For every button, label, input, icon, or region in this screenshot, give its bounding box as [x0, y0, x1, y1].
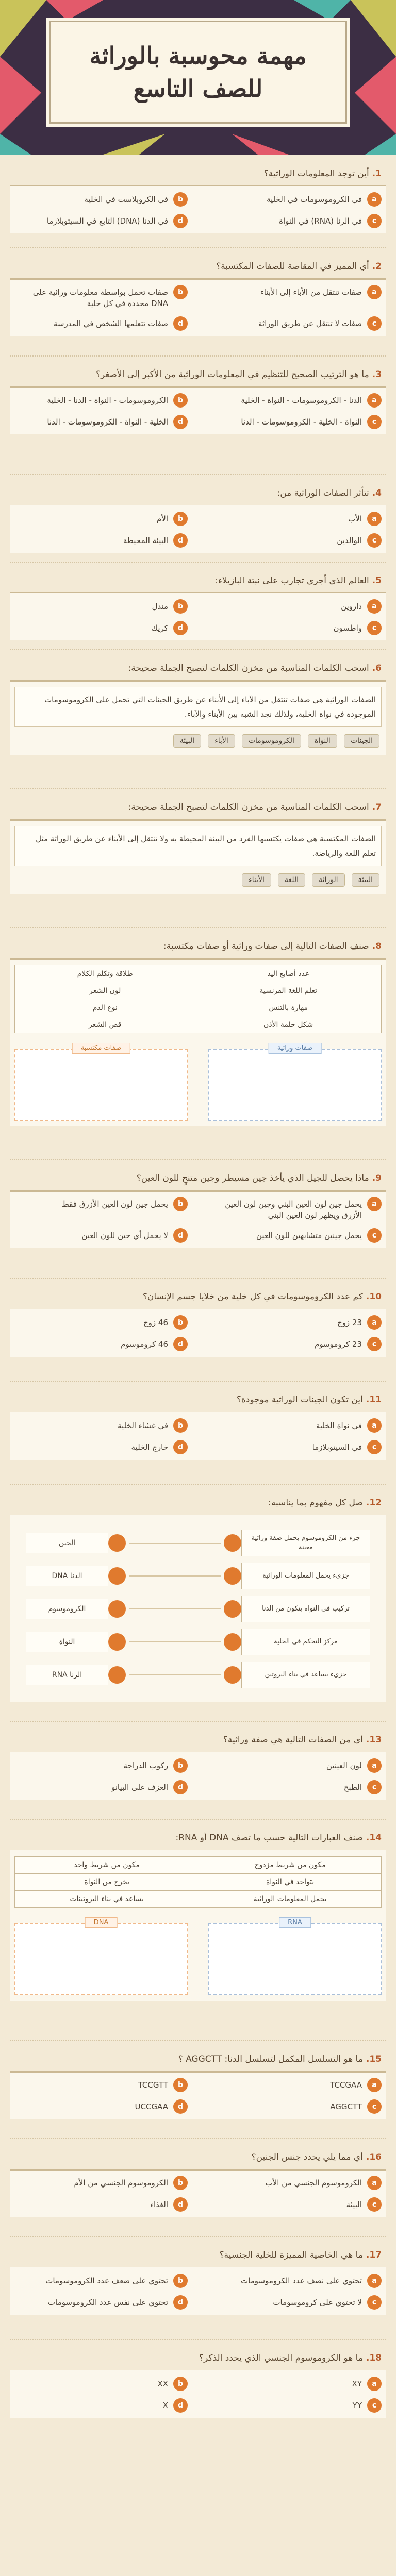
option-b[interactable]: b الكروموسومات - النواة - الدنا - الخلية — [14, 393, 188, 408]
option-c[interactable]: c لا تحتوي على كروموسومات — [208, 2295, 382, 2310]
option-c[interactable]: c الوالدين — [208, 533, 382, 548]
question-11: 11.أين تكون الجينات الوراثية موجودة؟ a في نواة الخلية b في غشاء الخلية c في السيتوبلازما d خارج الخلية — [10, 1391, 386, 1460]
question-text: أين تكون الجينات الوراثية موجودة؟ — [236, 1395, 363, 1405]
fill-sentence: الصفات المكتسبة هي صفات يكتسبها الفرد من البيئة المحيطة به ولا تنتقل إلى الأبناء عن طريق الوراثة مثل تعلم اللغة والرياضة. — [14, 826, 382, 866]
divider — [10, 649, 386, 650]
divider — [10, 355, 386, 357]
word-chip[interactable]: الوراثة — [312, 873, 344, 887]
question-4: 4.تتأثر الصفات الوراثية من: a الأب b الأم c الوالدين d البيئة المحيطة — [10, 484, 386, 553]
connector-dot[interactable] — [108, 1666, 126, 1684]
question-text: أين توجد المعلومات الوراثية؟ — [263, 168, 369, 179]
option-c[interactable]: c البيئة — [208, 2197, 382, 2212]
question-1 — [10, 165, 386, 233]
divider — [10, 2040, 386, 2041]
question-number: 1. — [372, 168, 382, 179]
option-a[interactable]: a صفات تنتقل من الأباء إلى الأبناء — [208, 285, 382, 309]
option-c[interactable]: c الطبخ — [208, 1780, 382, 1794]
question-text: صنف العبارات التالية حسب ما تصف DNA أو RNA: — [175, 1833, 363, 1843]
option-a[interactable]: a TCCGAA — [208, 2078, 382, 2092]
question-13: 13.أي من الصفات التالية هي صفة وراثية؟ a لون العينين b ركوب الدراجة c الطبخ d العزف على البيانو — [10, 1731, 386, 1800]
option-d[interactable]: d لا يحمل أي جين للون العين — [14, 1228, 188, 1243]
classify-table: عدد أصابع اليد طلاقة وتكلم الكلام تعلم اللغة الفرنسية لون الشعر مهارة بالتنس نوع الدم شكل حلمة الأذن قص الشعر — [14, 965, 382, 1033]
question-text: ماذا يحصل للجيل الذي يأخذ جين مسيطر وجين متنحٍ للون العين؟ — [136, 1173, 369, 1183]
classify-table: مكون من شريط مزدوج مكون من شريط واحد يتواجد في النواة يخرج من النواة يحمل المعلومات الوراثية يساعد في بناء البروتينات — [14, 1856, 382, 1908]
divider — [10, 2138, 386, 2139]
drop-zone-dna[interactable]: DNA — [14, 1923, 188, 1995]
option-c[interactable]: c واطسون — [208, 621, 382, 635]
header-banner — [0, 0, 396, 155]
option-d[interactable]: d العزف على البيانو — [14, 1780, 188, 1794]
option-b[interactable]: b الأم — [14, 512, 188, 526]
word-chip[interactable]: النواة — [308, 734, 337, 748]
word-bank — [14, 871, 382, 889]
option-b[interactable]: b مندل — [14, 599, 188, 614]
question-17: 17.ما هي الخاصية المميزة للخلية الجنسية؟ a تحتوي على نصف عدد الكروموسومات b تحتوي على ضعف عدد الكروموسومات c لا تحتوي على كروموسومات d تحتوي على نفس عدد الكروموسومات — [10, 2246, 386, 2315]
option-b[interactable]: b الكروموسوم الجنسي من الأم — [14, 2176, 188, 2190]
word-chip[interactable]: الكروموسومات — [242, 734, 301, 748]
question-text: ما هو الكروموسوم الجنسي الذي يحدد الذكر؟ — [199, 2353, 363, 2363]
option-a[interactable]: a يحمل جين لون العين البني وجين لون العين الأزرق ويظهر لون العين البني — [208, 1197, 382, 1221]
option-b[interactable]: b تحتوي على ضعف عدد الكروموسومات — [14, 2274, 188, 2288]
option-a[interactable]: a داروين — [208, 599, 382, 614]
question-9: 9.ماذا يحصل للجيل الذي يأخذ جين مسيطر وجين متنحٍ للون العين؟ a يحمل جين لون العين البني وجين لون العين الأزرق ويظهر لون العين البني b يحمل جين لون العين الأزرق فقط c يحمل جينين متشابهين للون العين d لا يحمل أي جين للون العين — [10, 1170, 386, 1248]
option-b[interactable]: b يحمل جين لون العين الأزرق فقط — [14, 1197, 188, 1221]
option-d[interactable]: d X — [14, 2398, 188, 2413]
connector-dot[interactable] — [224, 1633, 241, 1651]
option-a[interactable]: a XY — [208, 2377, 382, 2391]
option-a[interactable]: a في الكروموسومات في الخلية — [208, 192, 382, 207]
divider — [10, 788, 386, 789]
word-bank — [14, 732, 382, 750]
word-chip[interactable]: البيئة — [352, 873, 380, 887]
word-chip[interactable]: الجينات — [344, 734, 380, 748]
match-term[interactable]: الجين — [26, 1533, 108, 1553]
match-concept[interactable]: مركز التحكم في الخلية — [241, 1629, 370, 1655]
option-d[interactable]: d البيئة المحيطة — [14, 533, 188, 548]
drop-zone-acquired[interactable]: صفات مكتسبة — [14, 1049, 188, 1121]
option-c[interactable]: c YY — [208, 2398, 382, 2413]
match-term[interactable]: الكروموسوم — [26, 1599, 108, 1619]
question-text: ما هو التسلسل المكمل لتسلسل الدنا: AGGCTT ؟ — [178, 2054, 363, 2064]
connector-dot[interactable] — [108, 1567, 126, 1585]
option-a[interactable]: a 23 زوج — [208, 1315, 382, 1330]
connector-dot[interactable] — [224, 1534, 241, 1552]
question-text: اسحب الكلمات المناسبة من مخزن الكلمات لتصبح الجملة صحيحة: — [128, 663, 369, 673]
option-d[interactable]: d الغذاء — [14, 2197, 188, 2212]
option-d[interactable]: d كريك — [14, 621, 188, 635]
question-text: صل كل مفهوم بما يناسبه: — [268, 1498, 363, 1508]
option-a[interactable]: a الكروموسوم الجنسي من الأب — [208, 2176, 382, 2190]
option-c[interactable]: c صفات لا تنتقل عن طريق الوراثة — [208, 316, 382, 331]
drop-zone-rna[interactable]: RNA — [208, 1923, 382, 1995]
option-b[interactable]: b XX — [14, 2377, 188, 2391]
option-a[interactable]: a الدنا - الكروموسومات - النواة - الخلية — [208, 393, 382, 408]
word-chip[interactable]: الأبناء — [242, 873, 271, 887]
question-text: أي مما يلي يحدد جنس الجنين؟ — [251, 2152, 363, 2162]
option-d[interactable]: d خارج الخلية — [14, 1440, 188, 1454]
question-text: صنف الصفات التالية إلى صفات وراثية أو صفات مكتسبة: — [163, 941, 369, 952]
connector-dot[interactable] — [224, 1666, 241, 1684]
divider — [10, 1159, 386, 1160]
match-concept[interactable]: تركيب في النواة يتكون من الدنا — [241, 1596, 370, 1622]
question-text: أي المميز في المقاصة للصفات المكتسبة؟ — [216, 261, 369, 272]
match-term[interactable]: الرنا RNA — [26, 1665, 108, 1685]
question-2: 2.أي المميز في المقاصة للصفات المكتسبة؟ a صفات تنتقل من الأباء إلى الأبناء b صفات تحمل بواسطة معلومات وراثية على DNA محددة في كل خلية c صفات لا تنتقل عن طريق الوراثة d صفات تتعلمها الشخص في المدرسة — [10, 258, 386, 336]
option-b[interactable]: b صفات تحمل بواسطة معلومات وراثية على DNA محددة في كل خلية — [14, 285, 188, 309]
option-a[interactable]: a في نواة الخلية — [208, 1418, 382, 1433]
option-d[interactable]: d تحتوي على نفس عدد الكروموسومات — [14, 2295, 188, 2310]
option-c[interactable]: c يحمل جينين متشابهين للون العين — [208, 1228, 382, 1243]
word-chip[interactable]: الأباء — [208, 734, 235, 748]
divider — [10, 562, 386, 563]
match-concept[interactable]: جزء من الكروموسوم يحمل صفة وراثية معينة — [241, 1530, 370, 1556]
option-c[interactable]: c في الرنا (RNA) في النواة — [208, 214, 382, 228]
connector-dot[interactable] — [108, 1534, 126, 1552]
word-chip[interactable]: البيئة — [173, 734, 201, 748]
question-18: 18.ما هو الكروموسوم الجنسي الذي يحدد الذكر؟ a XY b XX c YY d X — [10, 2349, 386, 2418]
question-3: 3.ما هو الترتيب الصحيح للتنظيم في المعلومات الوراثية من الأكبر إلى الأصغر؟ a الدنا - الكروموسومات - النواة - الخلية b الكروموسومات - النواة - الدنا - الخلية c النواة - الخلية - الكروموسومات - الدنا d الخلية - النواة - الكروموسومات - الدنا — [10, 366, 386, 434]
fill-sentence: الصفات الوراثية هي صفات تنتقل من الآباء إلى الأبناء عن طريق الجينات التي تحمل على الكروموسومات الموجودة في نواة الخلية، ولذلك نجد الشبه بين الأبناء والآباء. — [14, 687, 382, 727]
divider — [10, 1721, 386, 1722]
question-12: 12.صل كل مفهوم بما يناسبه: جزء من الكروموسوم يحمل صفة وراثية معينة الجين جزيء يحمل المعلومات الوراثية الدنا DNA تركيب في النواة يتكون من الدنا الكروموسوم مركز التحكم في الخلية النواة جزيء يساعد في بناء البروتين الرنا RNA — [10, 1494, 386, 1702]
divider — [10, 1278, 386, 1279]
question-6: 6.اسحب الكلمات المناسبة من مخزن الكلمات لتصبح الجملة صحيحة: الصفات الوراثية هي صفات تنتقل من الآباء إلى الأبناء عن طريق الجينات التي تحمل على الكروموسومات الموجودة في نواة الخلية، ولذلك نجد الشبه بين الأبناء والآباء. الجينات النواة الكروموسومات الأباء البيئة — [10, 659, 386, 755]
option-c[interactable]: c AGGCTT — [208, 2099, 382, 2114]
question-text: أي من الصفات التالية هي صفة وراثية؟ — [223, 1735, 363, 1745]
connector-dot[interactable] — [224, 1600, 241, 1618]
divider — [10, 1381, 386, 1382]
option-c[interactable]: c في السيتوبلازما — [208, 1440, 382, 1454]
question-14: 14.صنف العبارات التالية حسب ما تصف DNA أو RNA: مكون من شريط مزدوج مكون من شريط واحد يتواجد في النواة يخرج من النواة يحمل المعلومات الوراثية يساعد في بناء البروتينات RNA DNA — [10, 1829, 386, 2001]
divider — [10, 2236, 386, 2237]
page-title-line1: مهمة محوسبة بالوراثة — [89, 42, 307, 70]
divider — [10, 927, 386, 928]
option-b[interactable]: b 46 زوج — [14, 1315, 188, 1330]
question-7: 7.اسحب الكلمات المناسبة من مخزن الكلمات لتصبح الجملة صحيحة: الصفات المكتسبة هي صفات يكتسبها الفرد من البيئة المحيطة به ولا تنتقل إلى الأبناء عن طريق الوراثة مثل تعلم اللغة والرياضة. البيئة الوراثة اللغة الأبناء — [10, 799, 386, 894]
question-8: 8.صنف الصفات التالية إلى صفات وراثية أو صفات مكتسبة: عدد أصابع اليد طلاقة وتكلم الكلام تعلم اللغة الفرنسية لون الشعر مهارة بالتنس نوع الدم شكل حلمة الأذن قص الشعر صفات وراثية صفات مكتسبة — [10, 938, 386, 1126]
question-15: 15.ما هو التسلسل المكمل لتسلسل الدنا: AGGCTT ؟ a TCCGAA b TCCGTT c AGGCTT d UCCGAA — [10, 2050, 386, 2119]
match-term[interactable]: الدنا DNA — [26, 1566, 108, 1586]
match-term[interactable]: النواة — [26, 1632, 108, 1652]
question-text: ما هي الخاصية المميزة للخلية الجنسية؟ — [219, 2250, 363, 2260]
option-b[interactable]: b في الكروبلاست في الخلية — [14, 192, 188, 207]
page-title-line2: للصف التاسع — [133, 75, 263, 103]
option-a[interactable]: a لون العينين — [208, 1758, 382, 1773]
option-c[interactable]: c 23 كروموسوم — [208, 1337, 382, 1351]
question-text: اسحب الكلمات المناسبة من مخزن الكلمات لتصبح الجملة صحيحة: — [128, 802, 369, 812]
question-16: 16.أي مما يلي يحدد جنس الجنين؟ a الكروموسوم الجنسي من الأب b الكروموسوم الجنسي من الأم c البيئة d الغذاء — [10, 2148, 386, 2217]
match-concept[interactable]: جزيء يحمل المعلومات الوراثية — [241, 1563, 370, 1589]
question-text: كم عدد الكروموسومات في كل خلية من خلايا جسم الإنسان؟ — [142, 1292, 363, 1302]
connector-dot[interactable] — [224, 1567, 241, 1585]
match-concept[interactable]: جزيء يساعد في بناء البروتين — [241, 1662, 370, 1688]
connector-dot[interactable] — [108, 1633, 126, 1651]
question-5: 5.العالم الذي أجرى تجارب على نبتة البازيلاء: a داروين b مندل c واطسون d كريك — [10, 572, 386, 640]
drop-zone-inherited[interactable]: صفات وراثية — [208, 1049, 382, 1121]
option-a[interactable]: a تحتوي على نصف عدد الكروموسومات — [208, 2274, 382, 2288]
divider — [10, 2339, 386, 2340]
option-b[interactable]: b TCCGTT — [14, 2078, 188, 2092]
divider — [10, 474, 386, 475]
option-b[interactable]: b في غشاء الخلية — [14, 1418, 188, 1433]
question-10: 10.كم عدد الكروموسومات في كل خلية من خلايا جسم الإنسان؟ a 23 زوج b 46 زوج c 23 كروموسوم d 46 كروموسوم — [10, 1288, 386, 1357]
option-d[interactable]: d في الدنا (DNA) التابع في السيتوبلازما — [14, 214, 188, 228]
option-d[interactable]: d الخلية - النواة - الكروموسومات - الدنا — [14, 415, 188, 429]
question-text: ما هو الترتيب الصحيح للتنظيم في المعلومات الوراثية من الأكبر إلى الأصغر؟ — [95, 369, 369, 380]
question-text: العالم الذي أجرى تجارب على نبتة البازيلاء: — [215, 575, 369, 586]
option-a[interactable]: a الأب — [208, 512, 382, 526]
question-text: تتأثر الصفات الوراثية من: — [277, 488, 369, 498]
divider — [10, 1484, 386, 1485]
option-d[interactable]: d 46 كروموسوم — [14, 1337, 188, 1351]
divider — [10, 1819, 386, 1820]
divider — [10, 247, 386, 248]
option-c[interactable]: c النواة - الخلية - الكروموسومات - الدنا — [208, 415, 382, 429]
connector-dot[interactable] — [108, 1600, 126, 1618]
word-chip[interactable]: اللغة — [278, 873, 305, 887]
option-d[interactable]: d UCCGAA — [14, 2099, 188, 2114]
page-title-box — [49, 21, 347, 124]
option-d[interactable]: d صفات تتعلمها الشخص في المدرسة — [14, 316, 188, 331]
option-b[interactable]: b ركوب الدراجة — [14, 1758, 188, 1773]
